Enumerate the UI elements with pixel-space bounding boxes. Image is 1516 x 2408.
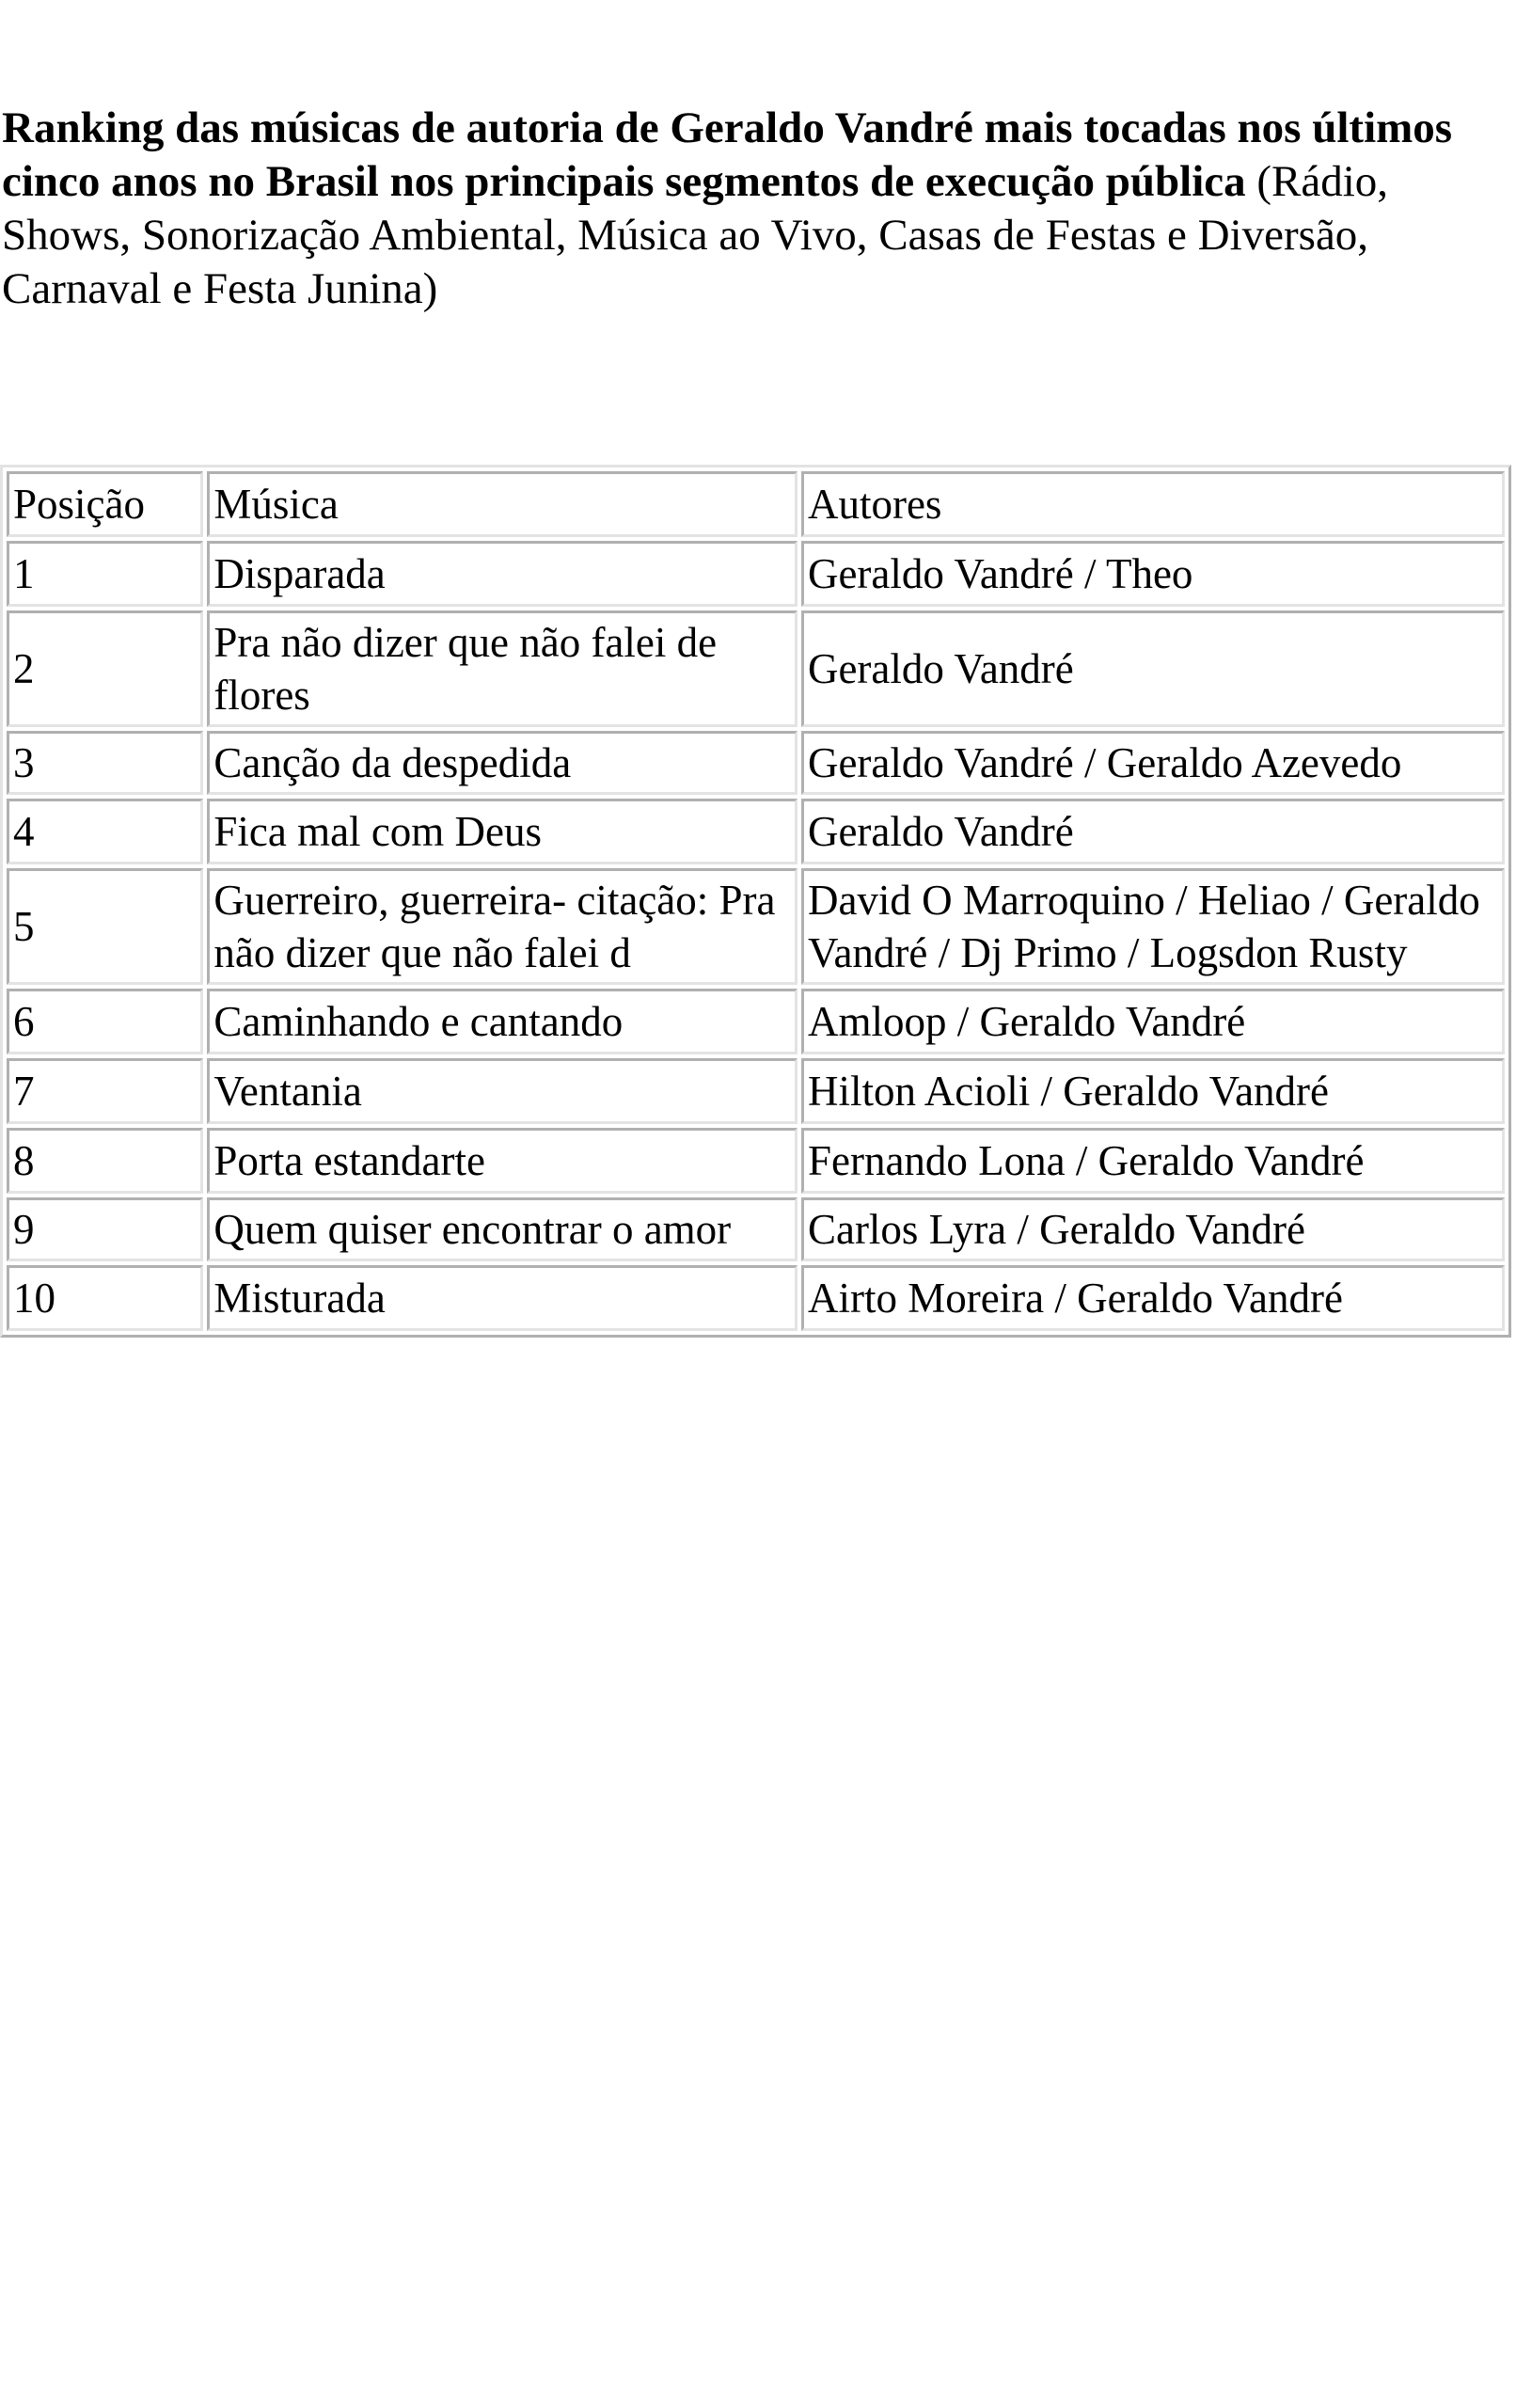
cell-autores: Geraldo Vandré / Theo xyxy=(801,541,1505,607)
cell-posicao: 6 xyxy=(7,989,203,1054)
table-header-row xyxy=(7,471,1505,537)
cell-posicao: 3 xyxy=(7,731,203,795)
table-row xyxy=(7,1058,1505,1124)
table-row xyxy=(7,541,1505,607)
heading-segments: (Rádio, Shows, Sonorização Ambiental, Música ao Vivo, Casas de Festas e Diversão, Carnaval e Festa Junina) xyxy=(2,157,1389,313)
cell-autores: Hilton Acioli / Geraldo Vandré xyxy=(801,1058,1505,1124)
cell-musica: Disparada xyxy=(207,541,797,607)
table-row xyxy=(7,610,1505,727)
cell-autores: David O Marroquino / Heliao / Geraldo Vandré / Dj Primo / Logsdon Rusty xyxy=(801,868,1505,985)
table-row xyxy=(7,989,1505,1054)
cell-posicao: 8 xyxy=(7,1128,203,1194)
table-row xyxy=(7,1265,1505,1331)
ranking-table xyxy=(0,465,1511,1338)
cell-autores: Carlos Lyra / Geraldo Vandré xyxy=(801,1197,1505,1261)
header-musica: Música xyxy=(207,471,797,537)
cell-posicao: 1 xyxy=(7,541,203,607)
heading-bold: Ranking das músicas de autoria de Geraldo Vandré mais tocadas nos últimos cinco anos no Brasil nos principais segmentos de execução pública xyxy=(2,103,1453,206)
page-heading xyxy=(2,102,1507,316)
cell-posicao: 4 xyxy=(7,799,203,864)
cell-musica: Quem quiser encontrar o amor xyxy=(207,1197,797,1261)
cell-posicao: 10 xyxy=(7,1265,203,1331)
cell-musica: Canção da despedida xyxy=(207,731,797,795)
cell-musica: Caminhando e cantando xyxy=(207,989,797,1054)
header-posicao: Posição xyxy=(7,471,203,537)
cell-autores: Amloop / Geraldo Vandré xyxy=(801,989,1505,1054)
cell-autores: Fernando Lona / Geraldo Vandré xyxy=(801,1128,1505,1194)
cell-posicao: 7 xyxy=(7,1058,203,1124)
table-row xyxy=(7,1197,1505,1261)
cell-autores: Geraldo Vandré / Geraldo Azevedo xyxy=(801,731,1505,795)
header-autores: Autores xyxy=(801,471,1505,537)
cell-musica: Ventania xyxy=(207,1058,797,1124)
cell-musica: Misturada xyxy=(207,1265,797,1331)
table-row xyxy=(7,799,1505,864)
cell-posicao: 2 xyxy=(7,610,203,727)
cell-posicao: 5 xyxy=(7,868,203,985)
cell-autores: Geraldo Vandré xyxy=(801,799,1505,864)
cell-musica: Fica mal com Deus xyxy=(207,799,797,864)
cell-autores: Airto Moreira / Geraldo Vandré xyxy=(801,1265,1505,1331)
cell-autores: Geraldo Vandré xyxy=(801,610,1505,727)
cell-musica: Guerreiro, guerreira- citação: Pra não dizer que não falei d xyxy=(207,868,797,985)
cell-musica: Porta estandarte xyxy=(207,1128,797,1194)
cell-musica: Pra não dizer que não falei de flores xyxy=(207,610,797,727)
table-row xyxy=(7,1128,1505,1194)
table-row xyxy=(7,868,1505,985)
table-row xyxy=(7,731,1505,795)
cell-posicao: 9 xyxy=(7,1197,203,1261)
